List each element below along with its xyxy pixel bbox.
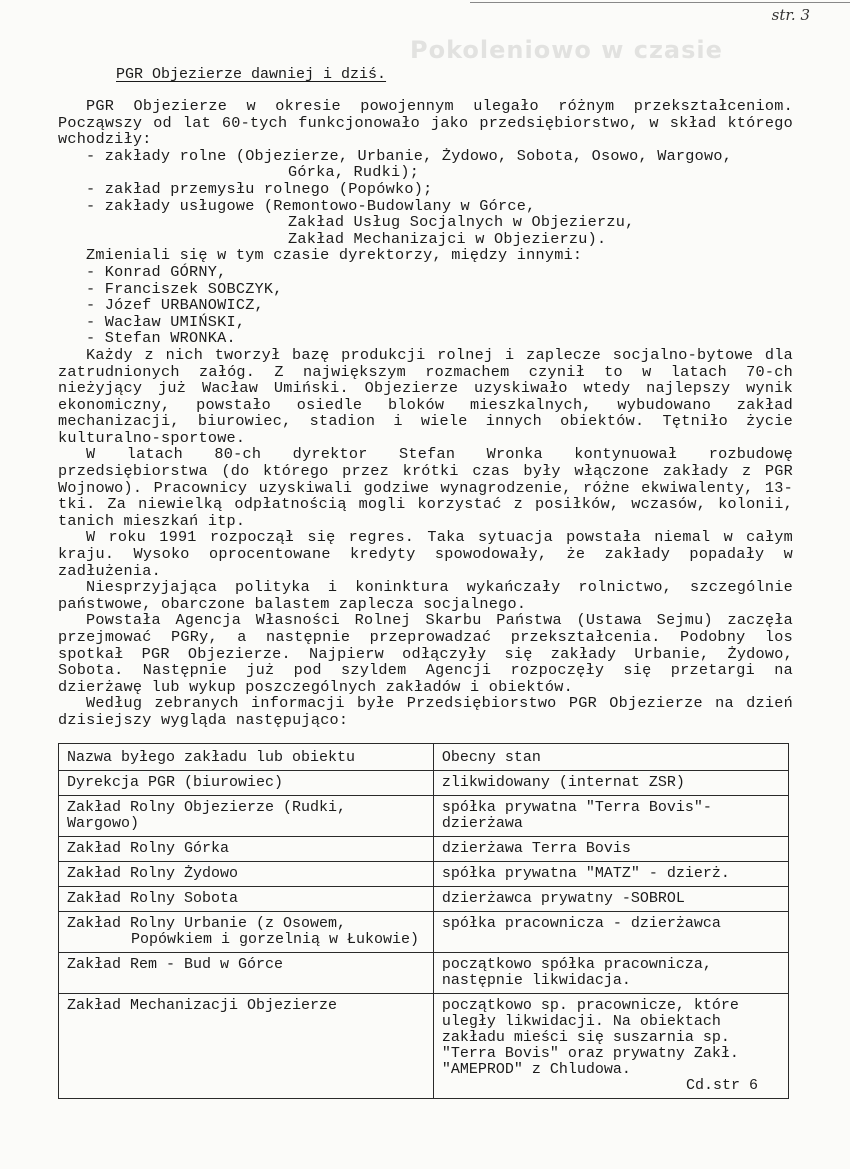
- director-item: - Wacław UMIŃSKI,: [86, 312, 246, 331]
- body-paragraph: W roku 1991 rozpoczął się regres. Taka sytuacja powstała niemal w całym kraju. Wysoko oprocentowane kredyty spowodowały, że zakłady popadały w zadłużenia.: [58, 528, 793, 580]
- facility-name: Zakład Rem - Bud w Górce: [59, 953, 434, 994]
- table-header-row: [59, 744, 789, 771]
- director-item: - Franciszek SOBCZYK,: [86, 279, 283, 298]
- unit-item: - zakłady rolne (Objezierze, Urbanie, Żydowo, Sobota, Osowo, Wargowo, Górka, Rudki);: [86, 146, 733, 182]
- body-paragraph: Według zebranych informacji byłe Przedsiębiorstwo PGR Objezierze na dzień dzisiejszy wygląda następująco:: [58, 694, 793, 729]
- unit-item: - zakłady usługowe (Remontowo-Budowlany w Górce, Zakład Usług Socjalnych w Objezierzu, Zakład Mechanizajci w Objezierzu).: [86, 196, 635, 248]
- table-row: [59, 837, 789, 862]
- facility-name: Zakład Rolny Objezierze (Rudki, Wargowo): [59, 796, 434, 837]
- continuation-note: Cd.str 6: [685, 1077, 758, 1094]
- table-row: [59, 994, 789, 1099]
- unit-item: - zakład przemysłu rolnego (Popówko);: [86, 179, 433, 198]
- table-row: [59, 796, 789, 837]
- director-item: - Stefan WRONKA.: [86, 329, 236, 348]
- facility-status: spółka prywatna "Terra Bovis"- dzierżawa: [433, 796, 788, 837]
- intro-paragraph: PGR Objezierze w okresie powojennym ulegało różnym przekształceniom. Począwszy od lat 60-tych funkcjonowało jako przedsiębiorstwo, w skład którego wchodziły:: [58, 97, 793, 149]
- director-list: [58, 264, 793, 347]
- table-row: [59, 771, 789, 796]
- body-paragraph: Powstała Agencja Własności Rolnej Skarbu Państwa (Ustawa Sejmu) zaczęła przejmować PGRy, a następnie przeprowadzać przekształcenia. Podobny los spotkał PGR Objezierze. Najpierw odłączyły się zakłady Urbanie, Żydowo, Sobota. Następnie już pod szyldem Agencji rozpoczęły się przetargi na dzierżawę lub wykup poszczególnych zakładów i obiektów.: [58, 611, 793, 696]
- facility-status: zlikwidowany (internat ZSR): [433, 771, 788, 796]
- facility-name: Zakład Rolny Żydowo: [59, 862, 434, 887]
- column-header-name: Nazwa byłego zakładu lub obiektu: [59, 744, 434, 771]
- facility-name: [59, 912, 434, 953]
- body-paragraph: Każdy z nich tworzył bazę produkcji rolnej i zaplecze socjalno-bytowe dla zatrudnionych załóg. Z największym rozmachem czynił to w latach 70-ch nieżyjący już Wacław Umiński. Objezierze uzyskiwało wtedy najlepszy wynik ekonomiczny, powstało osiedle bloków mieszkalnych, wybudowano zakład mechanizacji, biurowiec, stadion i wiele innych obiektów. Tętniło życie kulturalno-sportowe.: [58, 345, 793, 447]
- page-number: str. 3: [771, 6, 810, 24]
- table-row: [59, 953, 789, 994]
- facility-status: [433, 994, 788, 1099]
- director-item: - Józef URBANOWICZ,: [86, 296, 264, 315]
- facility-name: Zakład Rolny Górka: [59, 837, 434, 862]
- facility-status: początkowo spółka pracownicza, następnie likwidacja.: [433, 953, 788, 994]
- facility-name-line: Popówkiem i gorzelnią w Łukowie): [131, 931, 420, 948]
- document-title: PGR Objezierze dawniej i dziś.: [116, 66, 387, 83]
- column-header-status: Obecny stan: [433, 744, 788, 771]
- table-row: [59, 912, 789, 953]
- table-row: [59, 887, 789, 912]
- document-body: [58, 98, 793, 729]
- facility-name: Dyrekcja PGR (biurowiec): [59, 771, 434, 796]
- facility-status: dzierżawa Terra Bovis: [433, 837, 788, 862]
- director-item: - Konrad GÓRNY,: [86, 262, 227, 281]
- body-paragraph: Niesprzyjająca polityka i koninktura wykańczały rolnictwo, szczególnie państwowe, obarczone balastem zaplecza socjalnego.: [58, 578, 793, 613]
- facility-status: spółka pracownicza - dzierżawca: [433, 912, 788, 953]
- bleed-through-heading: Pokoleniowo w czasie: [410, 36, 723, 64]
- scan-edge-line: [470, 2, 850, 3]
- facility-name-line: Zakład Rolny Urbanie (z Osowem,: [67, 915, 347, 932]
- facility-status: dzierżawca prywatny -SOBROL: [433, 887, 788, 912]
- body-paragraph: W latach 80-ch dyrektor Stefan Wronka kontynuował rozbudowę przedsiębiorstwa (do którego przez krótki czas były włączone zakłady z PGR Wojnowo). Pracownicy uzyskiwali godziwe wynagrodzenie, różne ekwiwalenty, 13-tki. Za niewielką odpłatnością mogli korzystać z posiłków, wczasów, kolonii, tanich mieszkań itp.: [58, 445, 793, 530]
- directors-intro: Zmieniali się w tym czasie dyrektorzy, między innymi:: [86, 246, 583, 265]
- facilities-table: [58, 743, 789, 1099]
- facility-name: Zakład Mechanizacji Objezierze: [59, 994, 434, 1099]
- table-row: [59, 862, 789, 887]
- facility-name: Zakład Rolny Sobota: [59, 887, 434, 912]
- facility-status: spółka prywatna "MATZ" - dzierż.: [433, 862, 788, 887]
- unit-list: [58, 148, 793, 248]
- facility-status-text: początkowo sp. pracownicze, które uległy likwidacji. Na obiektach zakładu mieści się suszarnia sp. "Terra Bovis" oraz prywatny Zakł. "AMEPROD" z Chludowa.: [441, 997, 739, 1078]
